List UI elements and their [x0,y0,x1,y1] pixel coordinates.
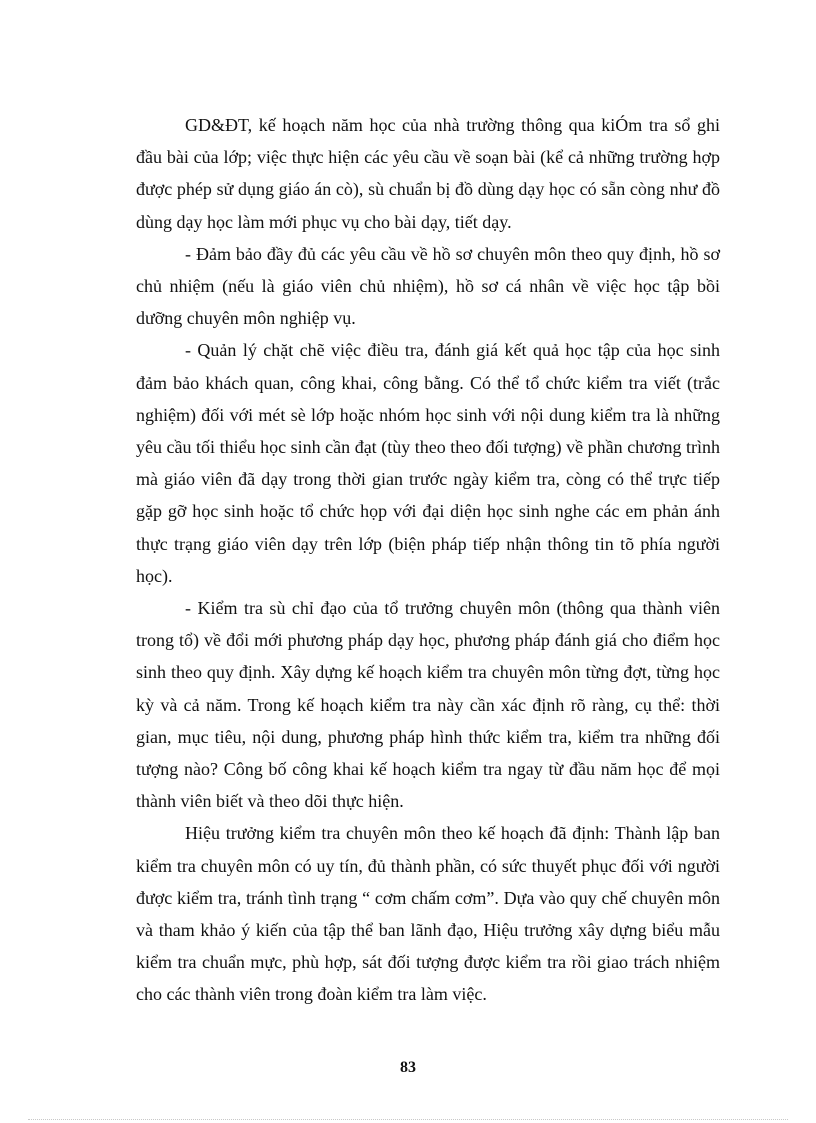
paragraph-assessment: - Quản lý chặt chẽ việc điều tra, đánh giá kết quả học tập của học sinh đảm bảo khách quan, công khai, công bằng. Có thể tổ chức kiểm tra viết (trắc nghiệm) đối với mét sè lớp hoặc nhóm học sinh với nội dung kiểm tra là những yêu cầu tối thiểu học sinh cần đạt (tùy theo theo đối tượng) về phần chương trình mà giáo viên đã dạy trong thời gian trước ngày kiểm tra, còng có thể trực tiếp gặp gỡ học sinh hoặc tổ chức họp với đại diện học sinh nghe các em phản ánh thực trạng giáo viên dạy trên lớp (biện pháp tiếp nhận thông tin tõ phía người học). [136,340,720,586]
paragraph-continuation: GD&ĐT, kế hoạch năm học của nhà trường thông qua kiÓm tra sổ ghi đầu bài của lớp; việc thực hiện các yêu cầu về soạn bài (kể cả những trường hợp được phép sử dụng giáo án cò), sù chuẩn bị đồ dùng dạy học có sẵn còng như đồ dùng dạy học làm mới phục vụ cho bài dạy, tiết dạy. [136,115,720,232]
footer-divider [28,1119,788,1120]
page-number: 83 [400,1059,416,1076]
paragraph-team-leader: - Kiểm tra sù chỉ đạo của tổ trưởng chuyên môn (thông qua thành viên trong tổ) về đổi mới phương pháp dạy học, phương pháp đánh giá cho điểm học sinh theo quy định. Xây dựng kế hoạch kiểm tra chuyên môn từng đợt, từng học kỳ và cả năm. Trong kế hoạch kiểm tra này cần xác định rõ ràng, cụ thể: thời gian, mục tiêu, nội dung, phương pháp hình thức kiểm tra, kiểm tra những đối tượng nào? Công bố công khai kế hoạch kiểm tra ngay từ đầu năm học để mọi thành viên biết và theo dõi thực hiện. [136,598,720,812]
body-text [136,109,720,1011]
paragraph-principal: Hiệu trưởng kiểm tra chuyên môn theo kế hoạch đã định: Thành lập ban kiểm tra chuyên môn có uy tín, đủ thành phần, có sức thuyết phục đối với người được kiểm tra, tránh tình trạng “ cơm chấm cơm”. Dựa vào quy chế chuyên môn và tham khảo ý kiến của tập thể ban lãnh đạo, Hiệu trưởng xây dựng biểu mẫu kiểm tra chuẩn mực, phù hợp, sát đối tượng được kiểm tra rồi giao trách nhiệm cho các thành viên trong đoàn kiểm tra làm việc. [136,823,720,1005]
paragraph-records: - Đảm bảo đầy đủ các yêu cầu về hồ sơ chuyên môn theo quy định, hồ sơ chủ nhiệm (nếu là giáo viên chủ nhiệm), hồ sơ cá nhân về việc học tập bồi dưỡng chuyên môn nghiệp vụ. [136,243,720,329]
